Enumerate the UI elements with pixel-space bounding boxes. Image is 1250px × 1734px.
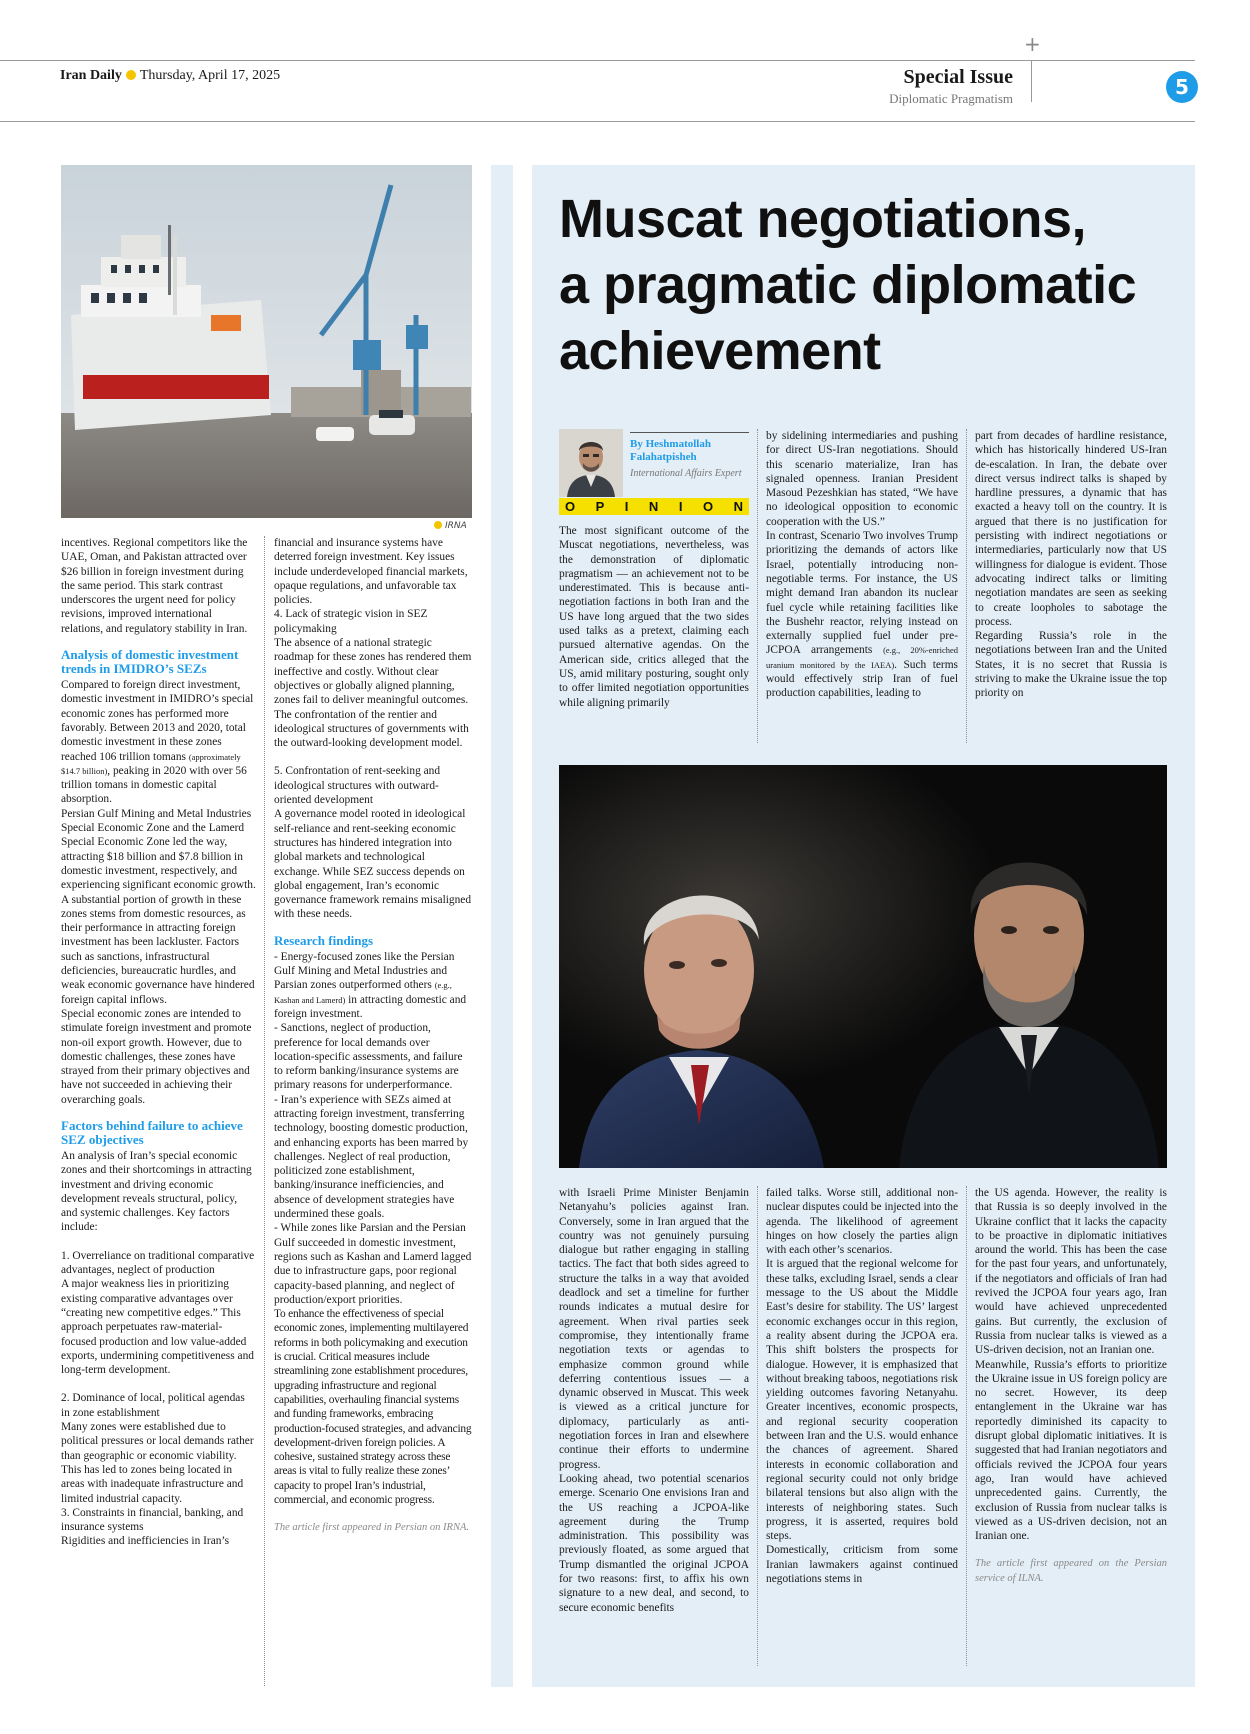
opinion-label: O P I N I O N bbox=[559, 498, 749, 515]
opinion-column-3-bottom bbox=[975, 1186, 1167, 1586]
left-article-column-1 bbox=[61, 536, 256, 1549]
source-note: The article first appeared on the Persian service of ILNA. bbox=[975, 1558, 1167, 1584]
section-subtitle: Diplomatic Pragmatism bbox=[889, 91, 1013, 106]
paragraph: incentives. Regional competitors like the UAE, Oman, and Pakistan attracted over $26 billion in foreign investment during the same period. This stark contrast underscores the urgent need for policy revisions, improved international relations, and regulatory stability in Iran. bbox=[61, 537, 248, 635]
opinion-column-1-bottom bbox=[559, 1186, 749, 1615]
paragraph: - While zones like Parsian and the Persian Gulf succeeded in domestic investment, regions such as Kashan and Lamerd lagged due to infrastructure gaps, poor regional capacity-based planning, and neglect of production/export priorities. bbox=[274, 1222, 472, 1306]
subheading: Factors behind failure to achieve SEZ objectives bbox=[61, 1117, 243, 1147]
paragraph: A governance model rooted in ideological self-reliance and rent-seeking economic structures has hindered integration into global markets and technological exchange. While SEZ success depends on global engagement, Iran’s economic governance framework remains misaligned with these needs. bbox=[274, 808, 472, 921]
port-photo bbox=[61, 165, 472, 518]
paragraph: Domestically, criticism from some Iranian lawmakers against continued negotiations stems in bbox=[766, 1544, 958, 1586]
diplomats-photo-illustration bbox=[559, 765, 1167, 1168]
paragraph: It is argued that the regional welcome for these talks, excluding Israel, sends a clear message to the US about the Middle East’s desire for stability. The US’ largest economic exchanges occur in this region, a reality absent during the JCPOA era. This shift bolsters the prospects for dialogue. However, it is emphasized that without breaking taboos, negotiations risk yielding outcomes favoring Netanyahu. Greater incentives, economic prospects, and regional security cooperation between Iran and the U.S. would enhance the chances of agreement. Shared interests in economic collaboration and regional security could not only bridge bilateral tensions but also align with the interests of neighboring states. Such progress, it is asserted, requires bold steps. bbox=[766, 1258, 958, 1543]
photo-credit-text: IRNA bbox=[445, 521, 467, 531]
paragraph: A substantial portion of growth in these zones stems from domestic resources, as their performance in attracting foreign investment has been lackluster. Factors such as sanctions, infrastructural deficiencies, bureaucratic hurdles, and weak economic governance have hindered foreign capital inflows. bbox=[61, 893, 255, 1006]
paragraph: Persian Gulf Mining and Metal Industries Special Economic Zone and the Lamerd Special Economic Zone led the way, attracting $18 billion and $7.8 billion in domestic investment, respectively, and experiencing significant economic growth. bbox=[61, 807, 256, 892]
paragraph: The absence of a national strategic roadmap for these zones has rendered them ineffective and costly. Without clear objectives or globally aligned planning, zones fail to deliver meaningful outcomes. bbox=[274, 637, 472, 707]
headline-line: achievement bbox=[559, 321, 881, 381]
opinion-column-2-top bbox=[766, 429, 958, 701]
diplomats-photo bbox=[559, 765, 1167, 1168]
headline-line: a pragmatic diplomatic bbox=[559, 255, 1137, 315]
list-item-title: 4. Lack of strategic vision in SEZ policymaking bbox=[274, 608, 428, 635]
column-divider bbox=[966, 429, 967, 743]
paragraph: part from decades of hardline resistance, which has historically hindered US-Iran de-escalation. In Iran, the debate over direct versus indirect talks is shaped by hardline pressures, a dynamic that has exacted a heavy toll on the country. It is argued that there is no justification for persisting with indirect negotiations or intermediaries, particularly now that US willingness for dialogue is evident. Those advocating indirect talks or limiting negotiation mandates are seen as seeking to create loopholes to sabotage the process. bbox=[975, 430, 1167, 628]
opinion-column-2-bottom bbox=[766, 1186, 958, 1586]
author-portrait bbox=[559, 429, 623, 497]
paper-name: Iran Daily bbox=[60, 68, 122, 83]
paragraph: - Energy-focused zones like the Persian Gulf Mining and Metal Industries and Parsian zones outperformed others (e.g., Kashan and Lamerd) in attracting domestic and foreign investment. bbox=[274, 950, 467, 1020]
separator-dot-icon bbox=[126, 70, 136, 80]
paragraph: failed talks. Worse still, additional non-nuclear disputes could be injected into the agenda. The likelihood of agreement hinges on how closely the parties align with each other’s scenarios. bbox=[766, 1187, 958, 1257]
photo-credit bbox=[434, 521, 467, 531]
paragraph: A major weakness lies in prioritizing existing comparative advantages over “creating new competitive edges.” This approach perpetuates raw-material-focused production and low value-added exports, undermining competitiveness and long-term development. bbox=[61, 1278, 254, 1377]
column-divider bbox=[966, 1186, 967, 1666]
page-number-badge: 5 bbox=[1166, 71, 1198, 103]
masthead bbox=[60, 68, 280, 84]
column-divider bbox=[757, 1186, 758, 1666]
paragraph: Looking ahead, two potential scenarios emerge. Scenario One envisions Iran and the US reaching a JCPOA-like agreement during the Trump administration. This possibility was previously floated, as some argued that Trump dismantled the original JCPOA for two reasons: first, to affix his own signature to a new deal, and second, to secure economic benefits bbox=[559, 1472, 749, 1614]
list-item-title: 3. Constraints in financial, banking, and insurance systems bbox=[61, 1506, 244, 1534]
paragraph: Compared to foreign direct investment, domestic investment in IMIDRO’s special economic zones has performed more favorably. Between 2013 and 2020, total domestic investment in these zones reached 106 trillion tomans (approximately $14.7 billion), peaking in 2020 with over 56 trillion tomans in domestic capital absorption. bbox=[61, 679, 254, 806]
headline-line: Muscat negotiations, bbox=[559, 189, 1087, 249]
crop-mark-plus: + bbox=[1024, 32, 1041, 56]
paragraph: the US agenda. However, the reality is that Russia is so deeply involved in the Ukraine conflict that it lacks the capacity to be proactive in diplomatic initiatives around the world. This has been the case for the past four years, and unfortunately, if the negotiators and officials of Iran had revived the JCPOA four years ago, Iran would have achieved unprecedented gains. But currently, the exclusion of Russia from nuclear talks is viewed as a US-driven decision, not an Iranian one. bbox=[975, 1187, 1167, 1357]
paragraph: Rigidities and inefficiencies in Iran’s bbox=[61, 1535, 230, 1548]
paragraph: - Sanctions, neglect of production, preference for local demands over location-specific assessments, and failure to reform banking/insurance systems are primary reasons for underperformance. bbox=[274, 1022, 463, 1092]
paragraph: The confrontation of the rentier and ideological structures of governments with the outward-looking development model. bbox=[274, 708, 469, 750]
headline bbox=[559, 186, 1179, 384]
paragraph: Many zones were established due to political pressures or local demands rather than geographic or economic viability. This has led to zones being located in areas with inadequate infrastructure and limited industrial capacity. bbox=[61, 1421, 254, 1505]
issue-date: Thursday, April 17, 2025 bbox=[139, 68, 281, 83]
opinion-column-1-top bbox=[559, 524, 749, 710]
paragraph: The most significant outcome of the Muscat negotiations, nevertheless, was the demonstration of diplomatic pragmatism — an achievement not to be underestimated. This is because anti-negotiation factions in both Iran and the US have long argued that the two sides used talks as a pretext, claiming each pursued alternative agendas. On the American side, critics alleged that the US, amid military posturing, sought only to offer limited negotiation opportunities while aligning primarily bbox=[559, 525, 749, 709]
paragraph: Special economic zones are intended to stimulate foreign investment and promote non-oil export growth. However, due to domestic challenges, these zones have strayed from their primary objectives and have not succeeded in achieving their overarching goals. bbox=[61, 1007, 252, 1106]
paragraph: with Israeli Prime Minister Benjamin Netanyahu’s policies against Iran. Conversely, some in Iran argued that the country was not genuinely pursuing dialogue but rather engaging in stalling tactics. The fact that both sides agreed to structure the talks in a way that avoided deadlock and set a timeline for further rounds indicates a mutual desire for agreement. When rival parties seek compromise, they intentionally frame negotiation texts or agendas to emphasize common ground while deferring contentious issues — a dynamic observed in Muscat. This week is viewed as a critical juncture for diplomacy, particularly as anti-negotiation forces in Iran and elsewhere continue their efforts to undermine progress. bbox=[559, 1187, 749, 1471]
header-top-rule bbox=[0, 60, 1195, 61]
section-title: Special Issue bbox=[903, 66, 1013, 88]
panel-side-stripe bbox=[491, 165, 513, 1687]
source-note: The article first appeared in Persian on IRNA. bbox=[274, 1522, 470, 1534]
paragraph: Regarding Russia’s role in the negotiations between Iran and the United States, it is no secret that Russia is striving to make the Ukraine issue the top priority on bbox=[975, 630, 1167, 700]
paragraph: - Iran’s experience with SEZs aimed at attracting foreign investment, transferring technology, boosting domestic production, and enhancing exports has been marred by challenges. Neglect of real production, politicized zone establishment, banking/insurance inefficiencies, and absence of development strategies have undermined these goals. bbox=[274, 1093, 469, 1221]
paragraph: In contrast, Scenario Two involves Trump prioritizing the demands of actors like Israel, potentially introducing non-negotiable terms. For instance, the US might demand Iran abandon its nuclear fuel cycle while retaining facilities like the Bushehr reactor, relying instead on externally supplied fuel under pre-JCPOA arrangements (e.g., 20%-enriched uranium monitored by the IAEA). Such terms would effectively strip Iran of fuel production capabilities, leading to bbox=[766, 530, 958, 700]
opinion-column-3-top bbox=[975, 429, 1167, 701]
section-label bbox=[889, 66, 1013, 107]
column-divider bbox=[264, 536, 265, 1686]
author-name: By Heshmatollah Falahatpisheh bbox=[630, 438, 711, 463]
paragraph: financial and insurance systems have deterred foreign investment. Key issues include underdeveloped financial markets, opaque regulations, and unfavorable tax policies. bbox=[274, 537, 468, 607]
list-item-title: 1. Overreliance on traditional comparative advantages, neglect of production bbox=[61, 1249, 255, 1277]
left-article-column-2 bbox=[274, 536, 472, 1536]
author-role: International Affairs Expert bbox=[630, 468, 742, 479]
paragraph: An analysis of Iran’s special economic zones and their shortcomings in attracting investment and driving economic development reveals structural, policy, and systemic challenges. Key factors include: bbox=[61, 1149, 252, 1234]
subheading: Research findings bbox=[274, 932, 374, 948]
header-bottom-rule bbox=[0, 121, 1195, 122]
port-photo-illustration bbox=[61, 165, 472, 518]
paragraph: Meanwhile, Russia’s efforts to prioritize the Ukraine issue in US foreign policy are no secret. However, its deep entanglement in the Ukraine war has reportedly diminished its capacity to disrupt global diplomatic initiatives. It is suggested that had Iranian negotiators and officials revived the JCPOA four years ago, Iran would have achieved unprecedented gains. Currently, the exclusion of Russia from nuclear talks is viewed as a US-driven decision, not an Iranian one. bbox=[975, 1358, 1168, 1543]
subheading: Analysis of domestic investment trends in IMIDRO’s SEZs bbox=[61, 647, 239, 677]
author-portrait-image bbox=[559, 429, 623, 497]
paragraph: To enhance the effectiveness of special economic zones, implementing multilayered reforms in both policymaking and execution is crucial. Critical measures include streamlining zone establishment procedures, upgrading infrastructure and regional capabilities, overhauling financial systems and funding frameworks, embracing production-focused strategies, and advancing development-driven foreign policies. A cohesive, sustained strategy across these areas is vital to fully realize these zones’ capacity to propel Iran’s industrial, commercial, and economic progress. bbox=[274, 1308, 472, 1506]
credit-dot-icon bbox=[434, 521, 442, 529]
list-item-title: 5. Confrontation of rent-seeking and ideological structures with outward-oriented development bbox=[274, 765, 441, 807]
paragraph: by sidelining intermediaries and pushing for direct US-Iran negotiations. Should this scenario materialize, Iran has signaled openness. Iranian President Masoud Pezeshkian has stated, “We have no ideological opposition to economic cooperation with the US.” bbox=[766, 430, 958, 528]
header-vertical-rule bbox=[1031, 60, 1032, 102]
byline-rule bbox=[630, 432, 749, 433]
column-divider bbox=[757, 429, 758, 743]
list-item-title: 2. Dominance of local, political agendas in zone establishment bbox=[61, 1392, 245, 1419]
